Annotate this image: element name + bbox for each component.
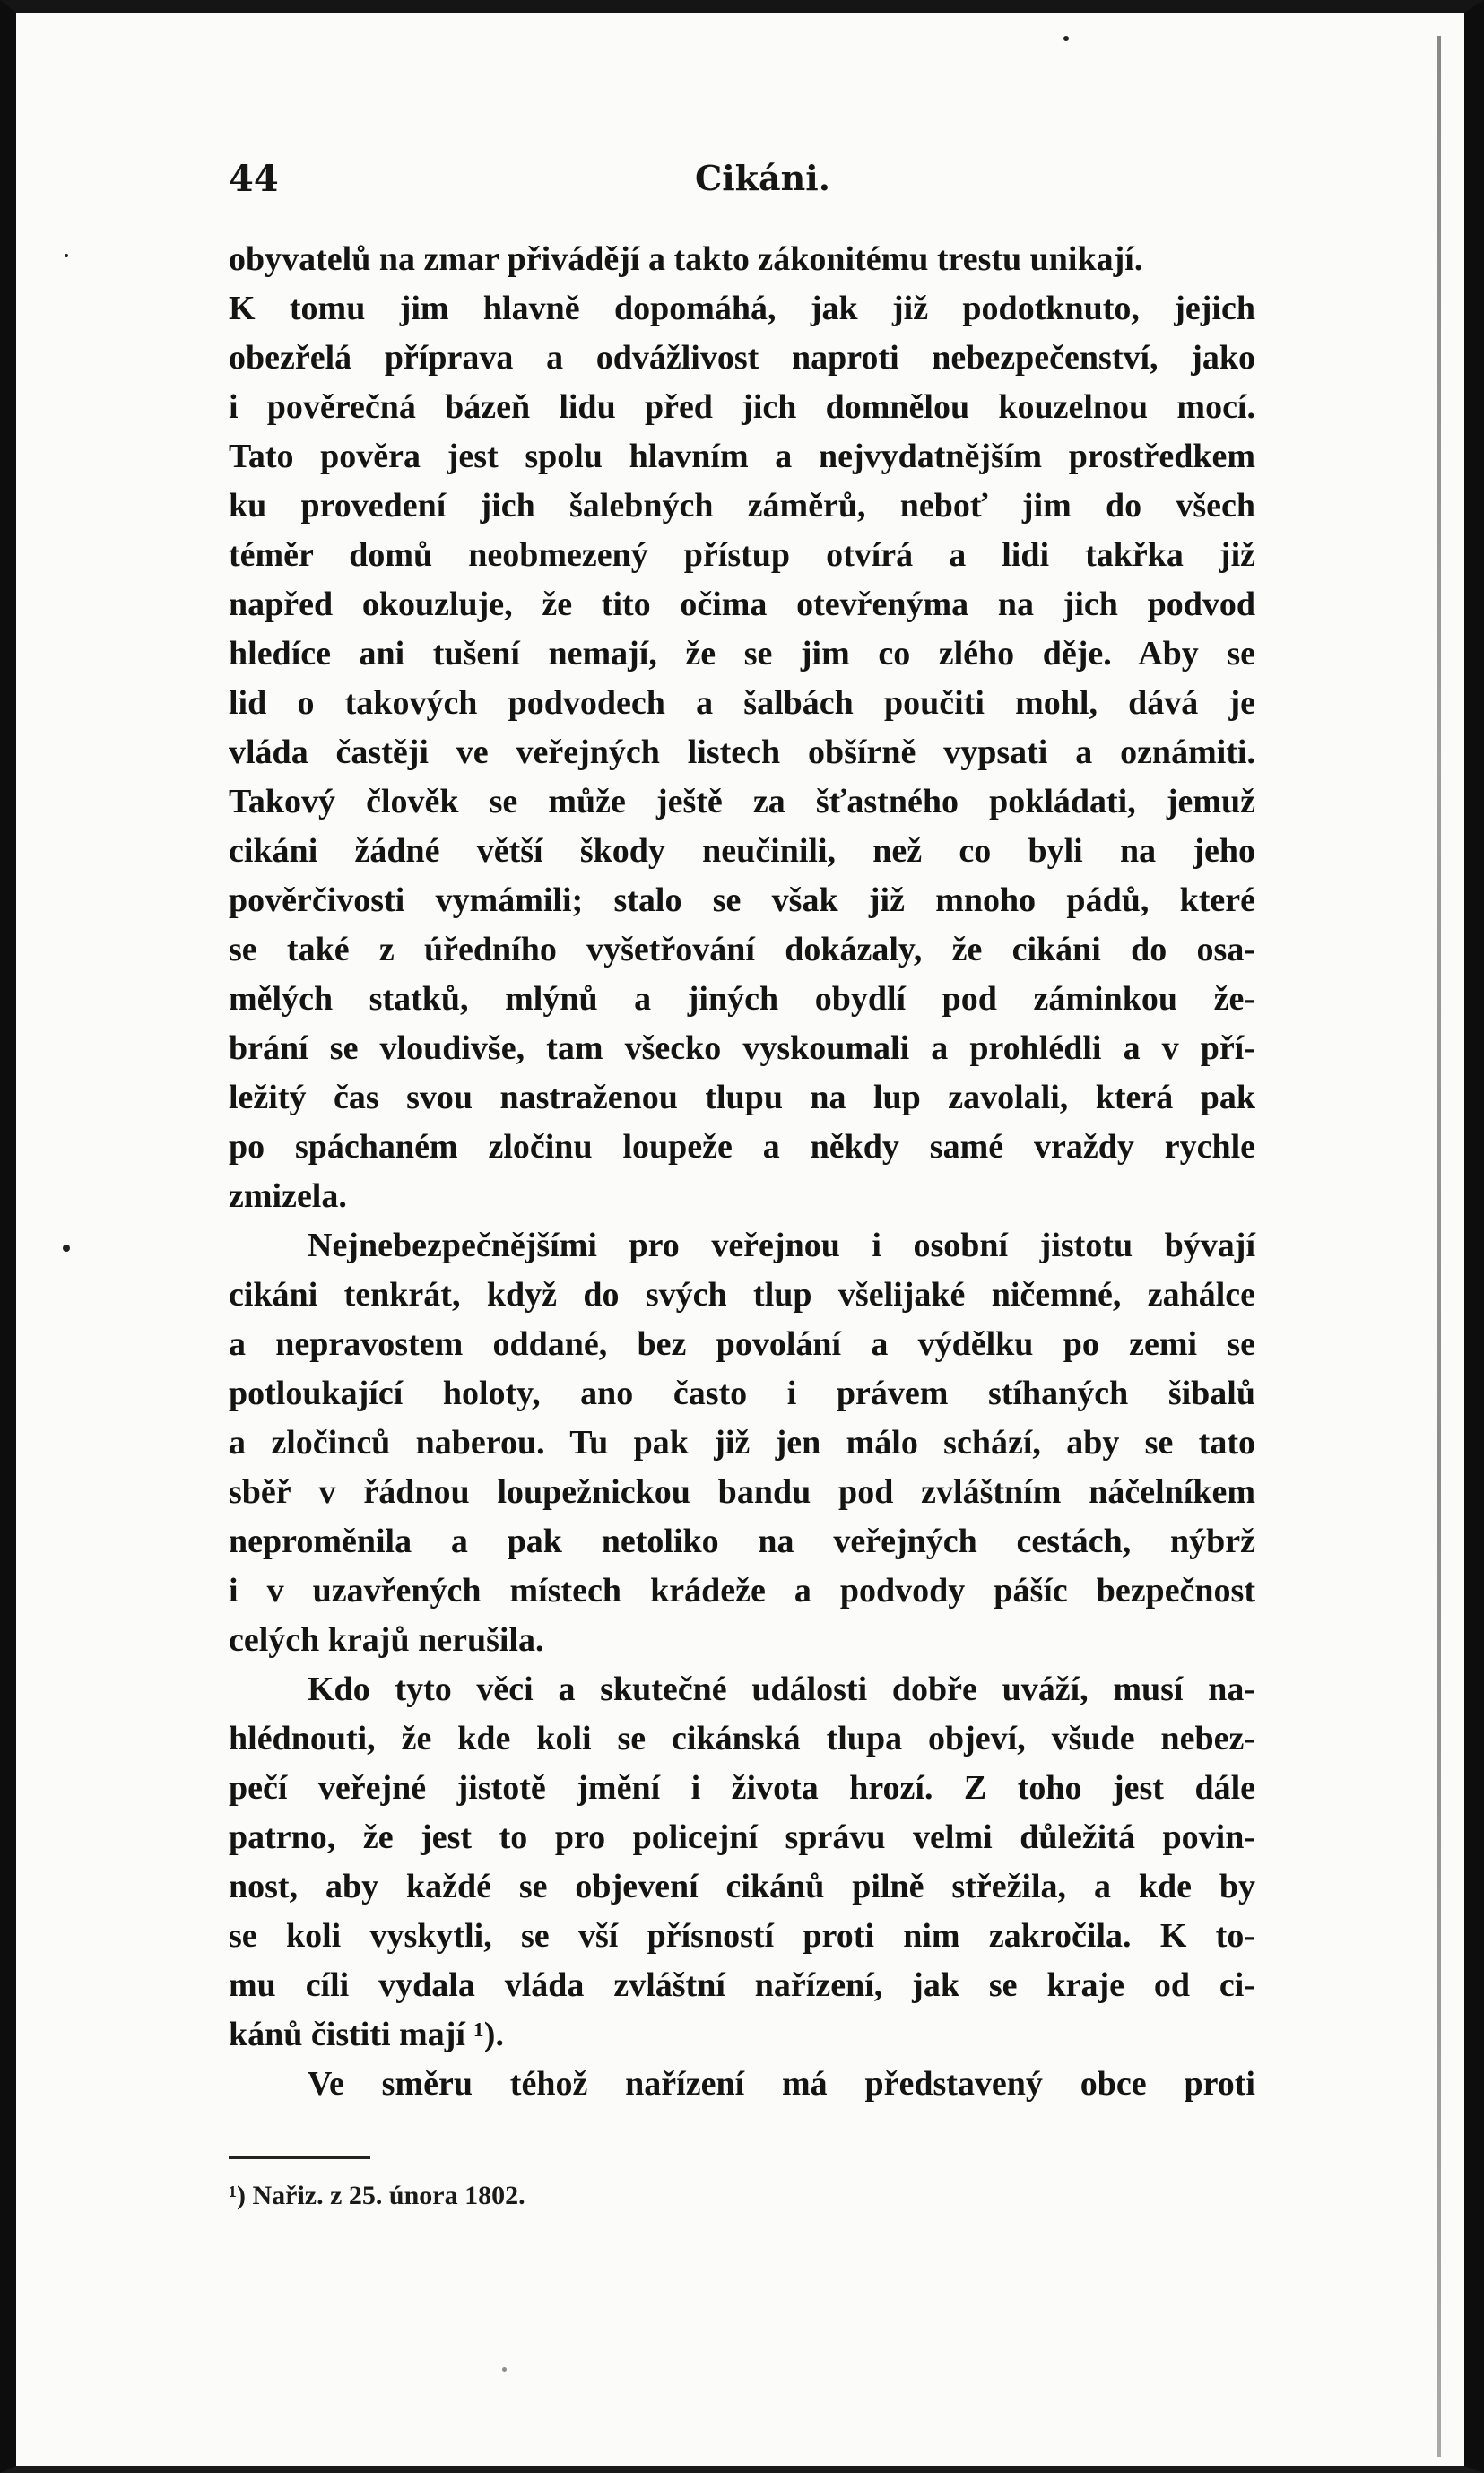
text-line: po spáchaném zločinu loupeže a někdy samé vraždy rychle [229, 1128, 1255, 1166]
speck [502, 2367, 507, 2372]
text-line: celých krajů nerušila. [229, 1621, 544, 1659]
text-line: mělých statků, mlýnů a jiných obydlí pod záminkou že- [229, 980, 1255, 1018]
page-header [229, 152, 1255, 206]
text-line: hlédnouti, že kde koli se cikánská tlupa objeví, všude nebez- [229, 1720, 1255, 1757]
footnote-text: Nařiz. z 25. února 1802. [252, 2181, 525, 2210]
text-line: obezřelá příprava a odvážlivost naproti nebezpečenství, jako [229, 339, 1255, 377]
text-line: i pověrečná bázeň lidu před jich domnělou kouzelnou mocí. [229, 388, 1255, 426]
footnote-marker: ¹) [229, 2181, 246, 2210]
text-line: Tato pověra jest spolu hlavním a nejvydatnějším prostředkem [229, 438, 1255, 475]
text-line: Kdo tyto věci a skutečné události dobře uváží, musí na- [308, 1670, 1255, 1708]
text-line: napřed okouzluje, že tito očima otevřenýma na jich podvod [229, 586, 1255, 623]
speck [65, 254, 68, 257]
text-line: zmizela. [229, 1177, 347, 1215]
text-line: nost, aby každé se objevení cikánů pilně střežila, a kde by [229, 1868, 1255, 1905]
text-line: ku provedení jich šalebných záměrů, neboť jim do všech [229, 487, 1255, 525]
text-line: pověrčivosti vymámili; stalo se však již mnoho pádů, které [229, 881, 1255, 919]
text-line: cikáni tenkrát, když do svých tlup všelijaké ničemné, zahálce [229, 1276, 1255, 1314]
text-line: cikáni žádné větší škody neučinili, než co byli na jeho [229, 832, 1255, 870]
text-line: obyvatelů na zmar přivádějí a takto zákonitému trestu unikají. [229, 240, 1143, 278]
text-line: se také z úředního vyšetřování dokázaly, že cikáni do osa- [229, 931, 1255, 968]
text-line: mu cíli vydala vláda zvláštní nařízení, jak se kraje od ci- [229, 1966, 1255, 2004]
running-title: Cikáni. [695, 158, 830, 198]
page-edge-shadow [1437, 36, 1441, 2457]
text-line: téměr domů neobmezený přístup otvírá a lidi takřka již [229, 536, 1255, 574]
text-line: neproměnila a pak netoliko na veřejných cestách, nýbrž [229, 1523, 1255, 1560]
text-line: hledíce ani tušení nemají, že se jim co zlého děje. Aby se [229, 635, 1255, 672]
text-line: K tomu jim hlavně dopomáhá, jak již podotknuto, jejich [229, 290, 1255, 327]
page-number: 44 [229, 158, 279, 200]
text-line: kánů čistiti mají ¹). [229, 2016, 504, 2053]
text-line: brání se vloudivše, tam všecko vyskoumali a prohlédli a v pří- [229, 1029, 1255, 1067]
text-line: patrno, že jest to pro policejní správu velmi důležitá povin- [229, 1818, 1255, 1856]
text-line: Ve směru téhož nařízení má představený obce proti [308, 2065, 1255, 2103]
footnote [229, 2181, 525, 2211]
text-line: sběř v řádnou loupežnickou bandu pod zvláštním náčelníkem [229, 1473, 1255, 1511]
text-line: vláda častěji ve veřejných listech obšírně vypsati a oznámiti. [229, 733, 1255, 771]
text-line: ležitý čas svou nastraženou tlupu na lup zavolali, která pak [229, 1079, 1255, 1116]
text-line: a zločinců naberou. Tu pak již jen málo schází, aby se tato [229, 1424, 1255, 1462]
footnote-rule [229, 2156, 370, 2159]
text-line: Takový člověk se může ještě za šťastného pokládati, jemuž [229, 783, 1255, 820]
text-line: lid o takových podvodech a šalbách poučiti mohl, dává je [229, 684, 1255, 722]
speck [63, 1245, 70, 1252]
text-line: i v uzavřených místech krádeže a podvody pášíc bezpečnost [229, 1572, 1255, 1610]
text-line: se koli vyskytli, se vší přísností proti nim zakročila. K to- [229, 1917, 1255, 1955]
text-line: pečí veřejné jistotě jmění i života hrozí. Z toho jest dále [229, 1769, 1255, 1807]
text-line: Nejnebezpečnějšími pro veřejnou i osobní jistotu bývají [308, 1227, 1255, 1264]
text-line: a nepravostem oddané, bez povolání a výdělku po zemi se [229, 1325, 1255, 1363]
text-line: potloukající holoty, ano často i právem stíhaných šibalů [229, 1375, 1255, 1412]
speck [1063, 36, 1069, 41]
body-text [229, 235, 1255, 2109]
